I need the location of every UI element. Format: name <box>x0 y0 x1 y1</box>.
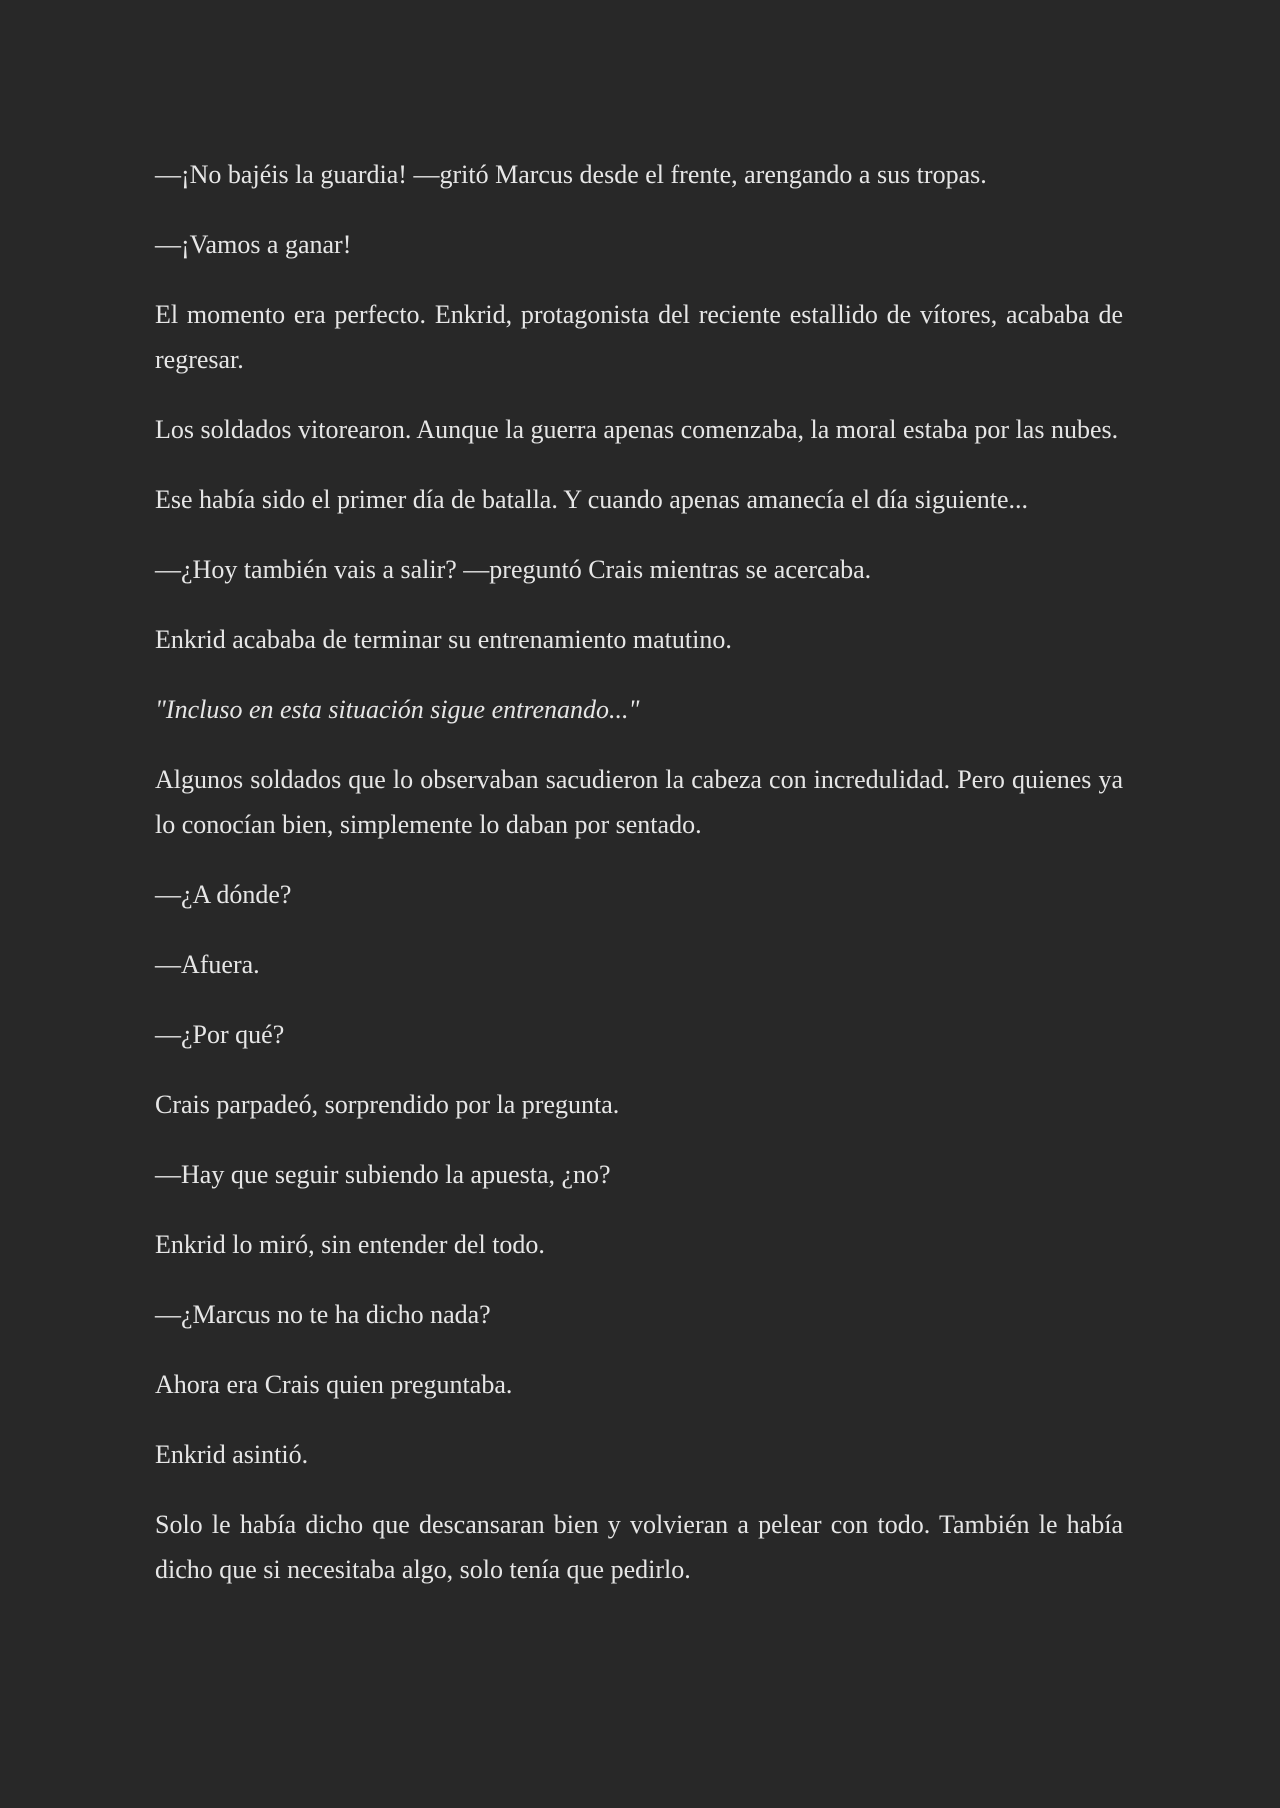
paragraph: Ahora era Crais quien preguntaba. <box>155 1370 513 1399</box>
thought-paragraph: "Incluso en esta situación sigue entrenando..." <box>155 695 640 724</box>
paragraph: —¿Marcus no te ha dicho nada? <box>155 1300 491 1329</box>
paragraph: —¡No bajéis la guardia! —gritó Marcus desde el frente, arengando a sus tropas. <box>155 160 987 189</box>
paragraph: —¡Vamos a ganar! <box>155 230 352 259</box>
paragraph: Algunos soldados que lo observaban sacudieron la cabeza con incredulidad. Pero quienes ya lo conocían bien, simplemente lo daban por sentado. <box>155 765 1123 839</box>
paragraph: —¿Hoy también vais a salir? —preguntó Crais mientras se acercaba. <box>155 555 872 584</box>
paragraph: El momento era perfecto. Enkrid, protagonista del reciente estallido de vítores, acababa de regresar. <box>155 300 1123 374</box>
paragraph: Solo le había dicho que descansaran bien y volvieran a pelear con todo. También le había dicho que si necesitaba algo, solo tenía que pedirlo. <box>155 1510 1123 1584</box>
paragraph: Enkrid lo miró, sin entender del todo. <box>155 1230 545 1259</box>
paragraph: —¿A dónde? <box>155 880 292 909</box>
chapter-text <box>155 152 1123 1617</box>
paragraph: —Hay que seguir subiendo la apuesta, ¿no? <box>155 1160 611 1189</box>
paragraph: —Afuera. <box>155 950 260 979</box>
paragraph: Enkrid acababa de terminar su entrenamiento matutino. <box>155 625 732 654</box>
paragraph: Crais parpadeó, sorprendido por la pregunta. <box>155 1090 620 1119</box>
paragraph: Los soldados vitorearon. Aunque la guerra apenas comenzaba, la moral estaba por las nubes. <box>155 415 1119 444</box>
paragraph: Enkrid asintió. <box>155 1440 309 1469</box>
paragraph: —¿Por qué? <box>155 1020 285 1049</box>
paragraph: Ese había sido el primer día de batalla. Y cuando apenas amanecía el día siguiente... <box>155 485 1029 514</box>
